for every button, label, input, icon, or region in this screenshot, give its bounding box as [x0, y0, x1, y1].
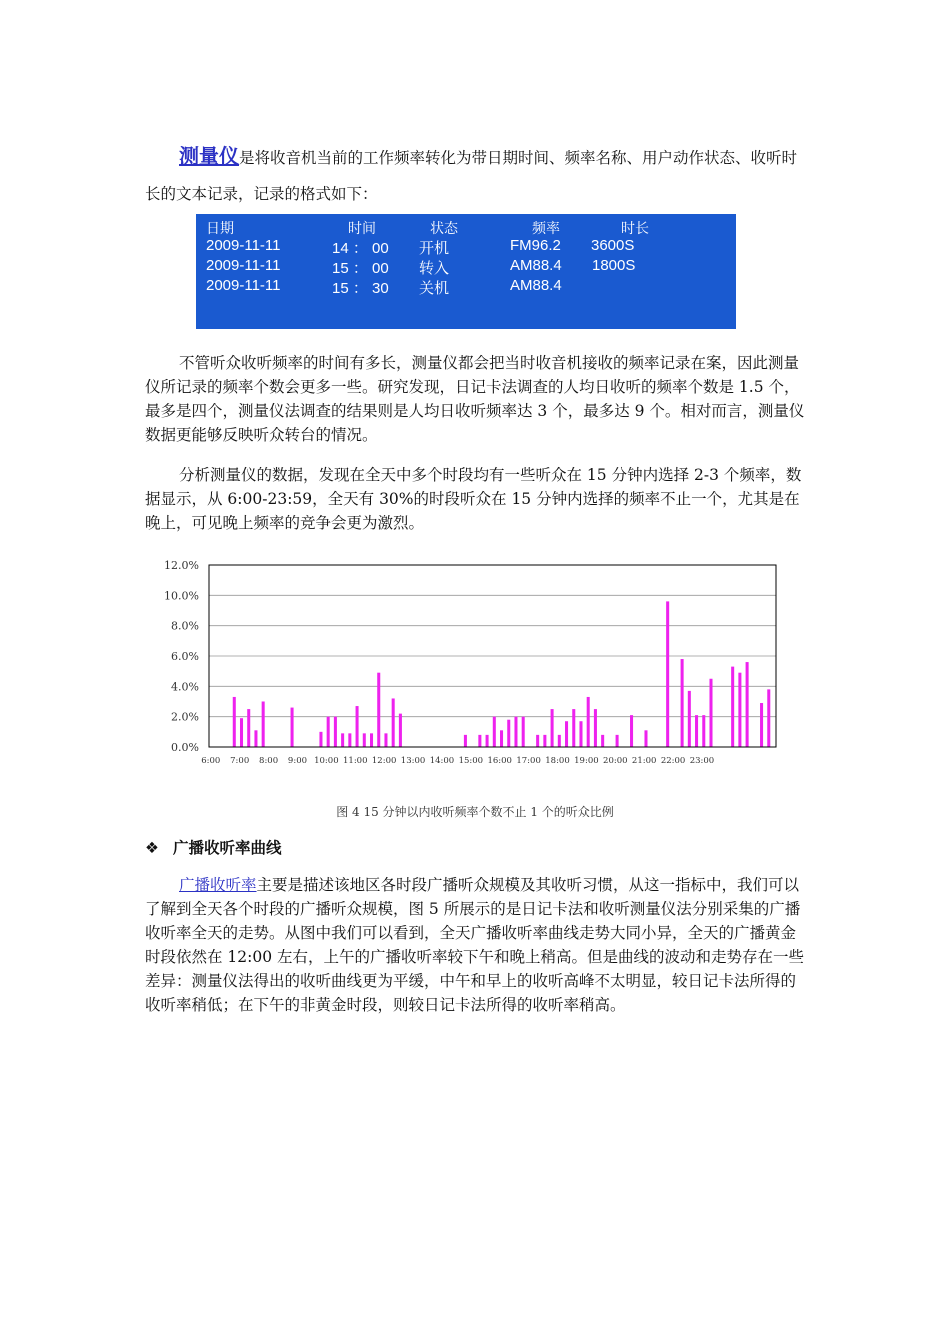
bar [536, 735, 539, 747]
bar [616, 735, 619, 747]
bar [240, 718, 243, 747]
bar [464, 735, 467, 747]
bar [630, 715, 633, 747]
bar [579, 721, 582, 747]
x-tick-label: 6:00 [201, 756, 221, 766]
bar [760, 703, 763, 747]
log-row2-time: 15 ： 00 [332, 260, 389, 277]
bar-chart [155, 548, 795, 783]
bar [233, 697, 236, 747]
bar [348, 733, 351, 747]
x-tick-label: 9:00 [287, 756, 308, 766]
bar [514, 717, 517, 747]
bar [666, 601, 669, 747]
x-tick-label: 20:00 [603, 756, 628, 766]
intro-text: 是将收音机当前的工作频率转化为带日期时间、频率名称、用户动作状态、收听时长的文本记录，记录的格式如下： [145, 149, 798, 203]
bar [746, 662, 749, 747]
bar [709, 679, 712, 747]
log-row1-date: 2009-11-11 [206, 237, 281, 254]
bar [644, 730, 647, 747]
x-tick-label: 7:00 [230, 756, 250, 766]
listening-rate-text: 主要是描述该地区各时段广播听众规模及其收听习惯，从这一指标中，我们可以了解到全天各个时段的广播听众规模，图 5 所展示的是日记卡法和收听测量仪法分别采集的广播收听率全天的走势。从图中我们可以看到，全天广播收听率曲线走势大同小异，全天的广播黄金时段依然在 12:00 左右，上午的广播收听率较下午和晚上稍高。但是曲线的波动和走势存在一些差异：测量仪法得出的收听曲线更为平缓，中午和早上的收听高峰不太明显，较日记卡法所得的收听率稍低；在下午的非黄金时段，则较日记卡法所得的收听率稍高。 [145, 876, 805, 1014]
log-header-frequency: 频率 [532, 220, 560, 236]
x-tick-label: 17:00 [516, 756, 541, 766]
intro-keyword-link[interactable]: 测量仪 [179, 144, 239, 168]
paragraph-meter-analysis: 分析测量仪的数据，发现在全天中多个时段均有一些听众在 15 分钟内选择 2-3 个频率，数据显示，从 6:00-23:59，全天有 30%的时段听众在 15 分钟内选择的频率不止一个，尤其是在晚上，可见晚上频率的竞争会更为激烈。 [145, 466, 802, 532]
bar [493, 717, 496, 747]
bar [392, 698, 395, 747]
bar [695, 715, 698, 747]
log-record-panel [196, 214, 736, 329]
log-row3-status: 关机 [419, 280, 450, 297]
x-tick-label: 14:00 [429, 756, 455, 766]
log-row2-status: 转入 [419, 260, 450, 277]
log-row3-date: 2009-11-11 [206, 277, 281, 294]
bar [594, 709, 597, 747]
bar [291, 708, 294, 747]
bar [681, 659, 684, 747]
figure-caption: 图 4 15 分钟以内收听频率个数不止 1 个的听众比例 [336, 805, 614, 819]
y-tick-label: 10.0% [164, 589, 199, 603]
y-tick-label: 2.0% [171, 710, 199, 724]
section-title: 广播收听率曲线 [173, 839, 282, 857]
bar [731, 667, 734, 747]
bar [688, 691, 691, 747]
x-tick-label: 16:00 [487, 756, 512, 766]
x-tick-label: 19:00 [574, 756, 599, 766]
bar [384, 733, 387, 747]
log-row2-duration: 1800S [592, 257, 636, 274]
bar [334, 717, 337, 747]
log-header-time: 时间 [348, 220, 376, 236]
bar [558, 735, 561, 747]
diamond-bullet-icon: ❖ [145, 839, 159, 857]
listening-rate-link[interactable]: 广播收听率 [179, 876, 257, 894]
x-tick-label: 13:00 [400, 756, 426, 766]
bar [370, 733, 373, 747]
bar [572, 709, 575, 747]
bar [399, 714, 402, 747]
paragraph-meter-frequency: 不管听众收听频率的时间有多长，测量仪都会把当时收音机接收的频率记录在案，因此测量仪所记录的频率个数会更多一些。研究发现，日记卡法调查的人均日收听的频率个数是 1.5 个，最多是四个，测量仪法调查的结果则是人均日收听频率达 3 个，最多达 9 个。相对而言，测量仪数据更能够反映听众转台的情况。 [145, 354, 805, 444]
bar [601, 735, 604, 747]
bar [486, 735, 489, 747]
paragraph-listening-rate [145, 873, 810, 1017]
log-row3-time: 15 ： 30 [332, 280, 389, 297]
bar [478, 735, 481, 747]
log-row1-duration: 3600S [591, 237, 635, 254]
x-tick-label: 11:00 [343, 756, 368, 766]
bar [341, 733, 344, 747]
bar [319, 732, 322, 747]
y-tick-label: 6.0% [171, 650, 199, 663]
y-tick-label: 4.0% [171, 680, 199, 694]
bar [738, 673, 741, 747]
bar [767, 689, 770, 747]
y-tick-label: 12.0% [164, 559, 199, 572]
bar [543, 735, 546, 747]
x-tick-label: 23:00 [689, 756, 715, 766]
section-heading [145, 836, 282, 858]
log-header-status: 状态 [430, 220, 458, 236]
log-row2-frequency: AM88.4 [510, 257, 562, 274]
log-header-duration: 时长 [621, 220, 649, 236]
log-row1-time: 14 ： 00 [332, 240, 389, 257]
bar [500, 730, 503, 747]
x-tick-label: 8:00 [259, 756, 279, 766]
log-header-date: 日期 [206, 220, 234, 236]
bar [363, 733, 366, 747]
intro-paragraph [145, 138, 810, 212]
x-tick-label: 18:00 [545, 756, 570, 766]
bar-chart-svg [155, 548, 795, 783]
log-row2-date: 2009-11-11 [206, 257, 281, 274]
bar [254, 730, 257, 747]
y-tick-label: 0.0% [171, 741, 199, 754]
bar [507, 720, 510, 747]
bar [702, 715, 705, 747]
x-tick-label: 10:00 [314, 756, 339, 766]
bar [262, 702, 265, 748]
bar [522, 717, 525, 747]
x-tick-label: 22:00 [660, 756, 686, 766]
log-row3-frequency: AM88.4 [510, 277, 562, 294]
x-tick-label: 21:00 [631, 756, 657, 766]
bar [565, 721, 568, 747]
bar [327, 717, 330, 747]
log-row1-status: 开机 [419, 240, 450, 257]
log-row1-frequency: FM96.2 [510, 237, 561, 254]
bar [551, 709, 554, 747]
x-tick-label: 15:00 [458, 756, 484, 766]
bar [377, 673, 380, 747]
x-tick-label: 12:00 [371, 756, 397, 766]
bar [356, 706, 359, 747]
bar [587, 697, 590, 747]
y-tick-label: 8.0% [171, 619, 199, 633]
bar [247, 709, 250, 747]
